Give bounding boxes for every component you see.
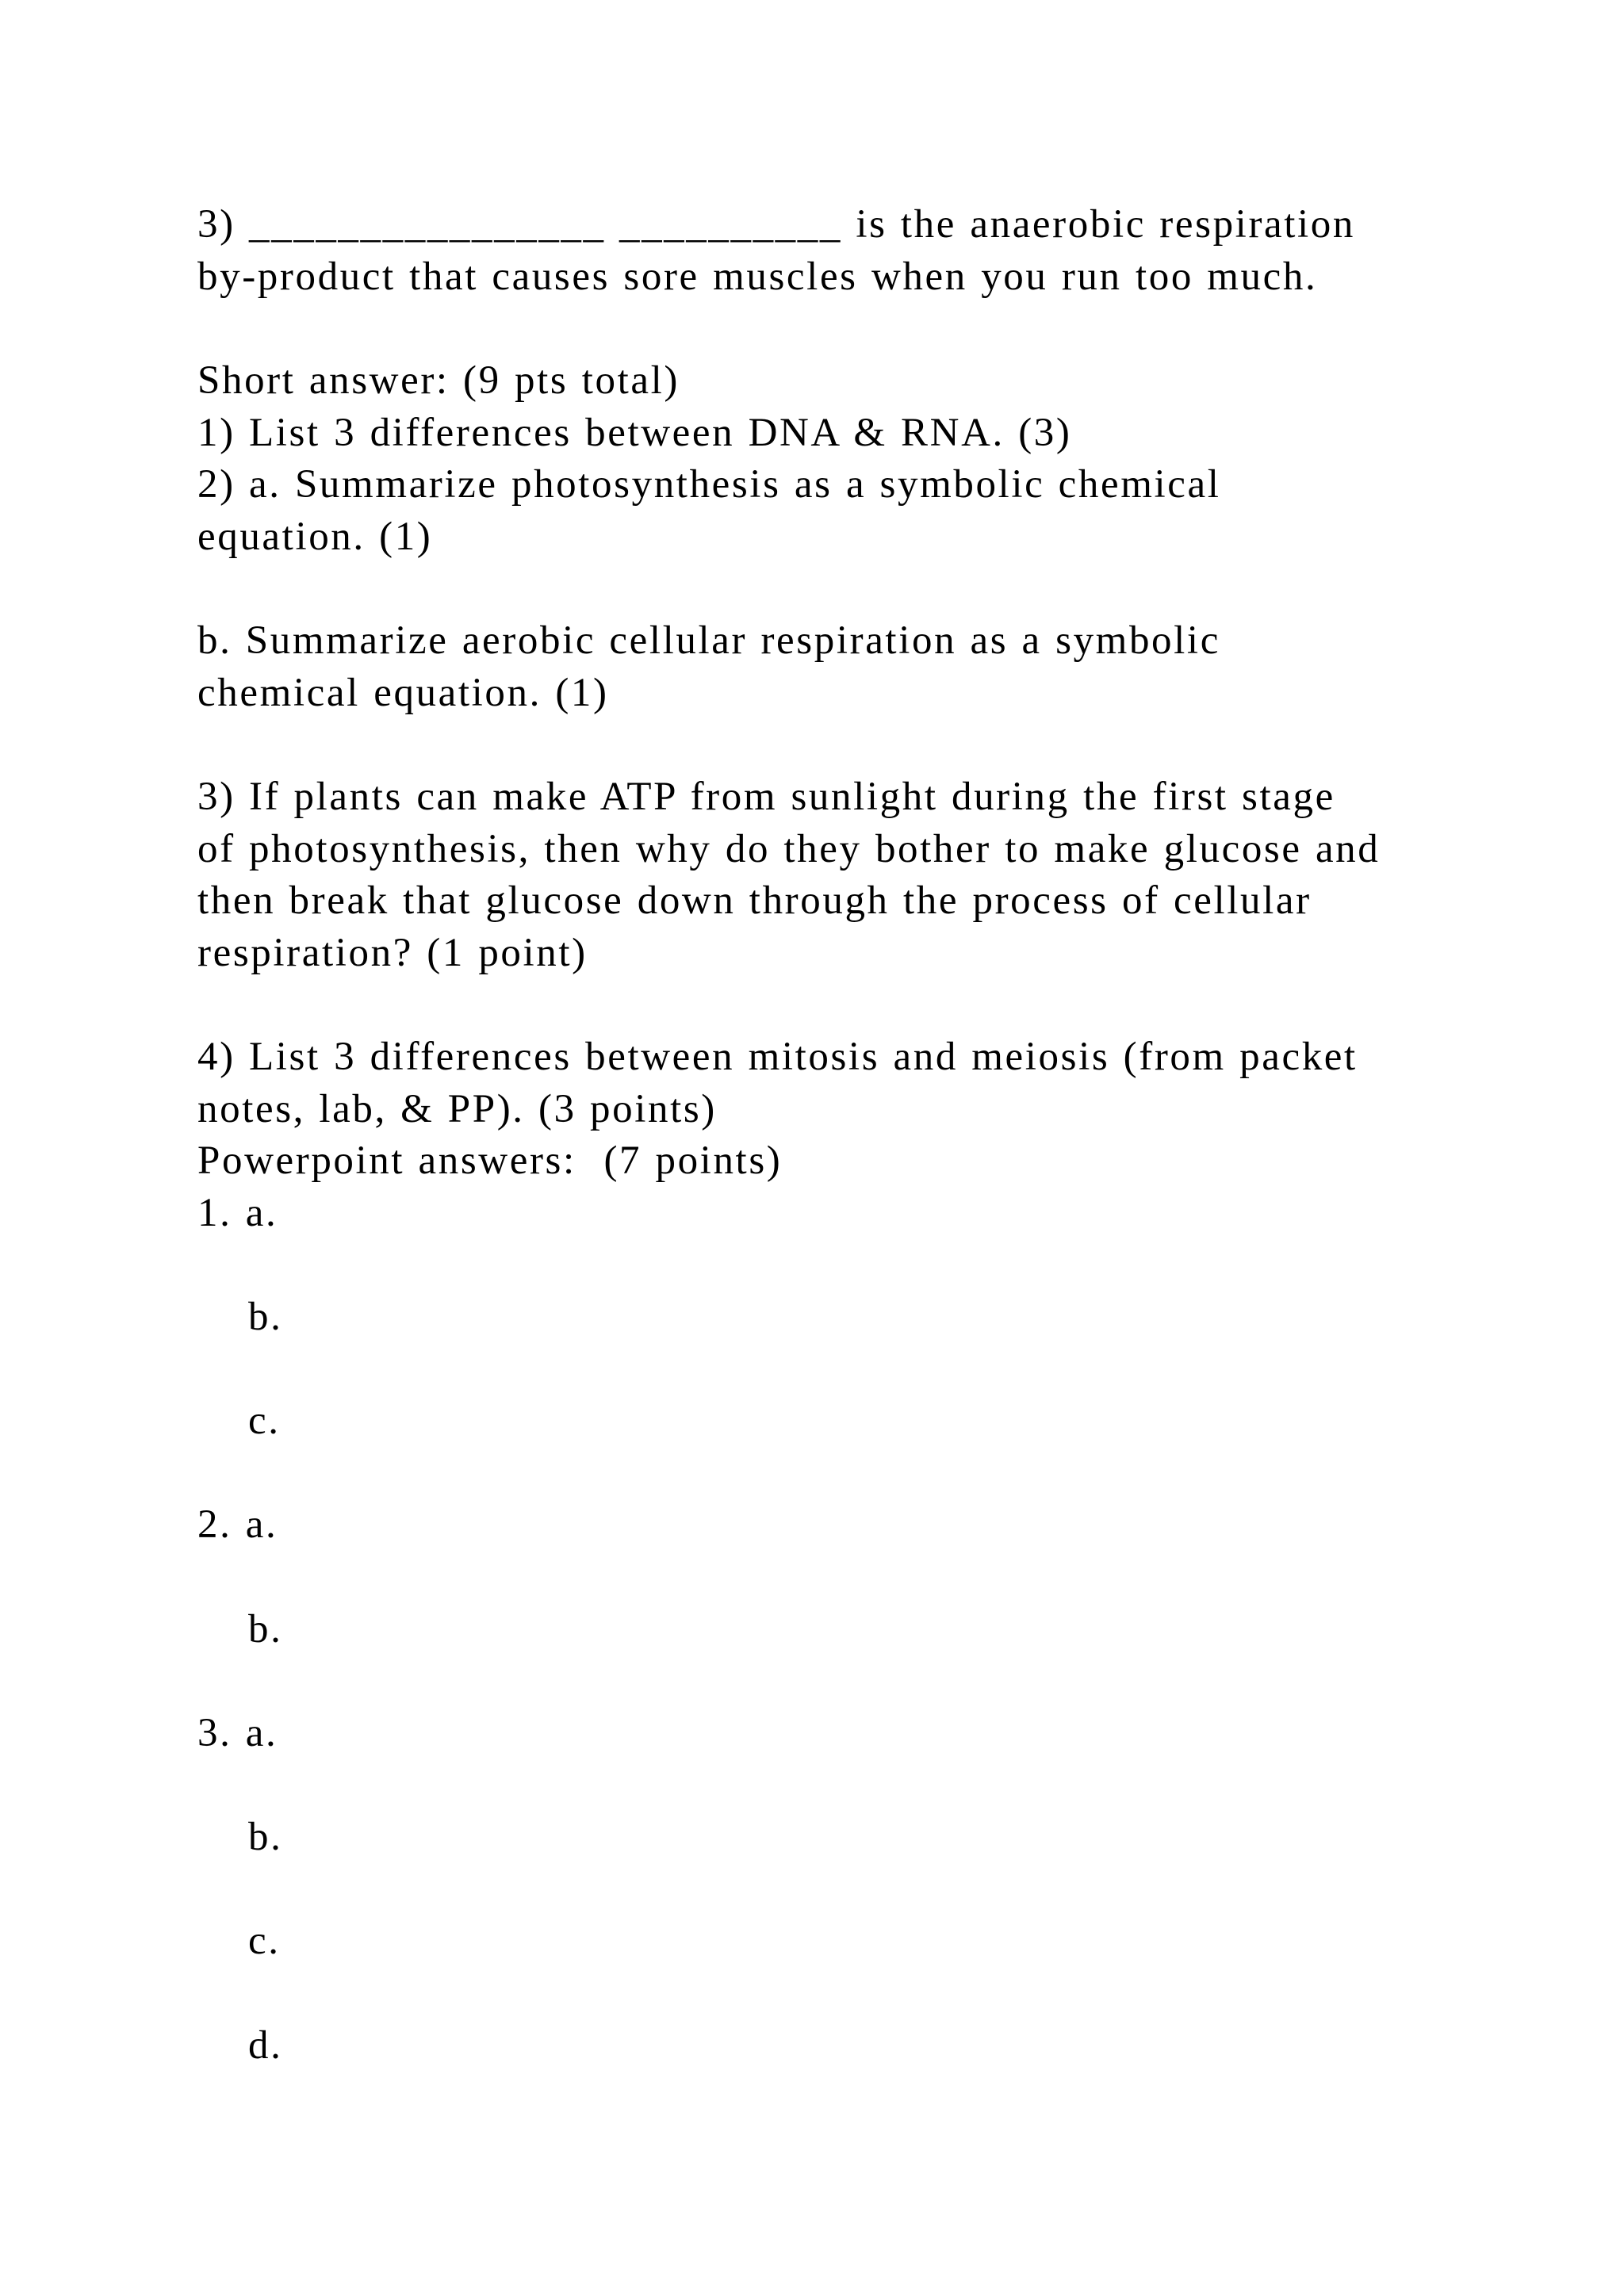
powerpoint-answer-1a: 1. a. — [197, 1191, 278, 1235]
short-answer-question-4-line-2: notes, lab, & PP). (3 points) — [197, 1087, 717, 1131]
powerpoint-answer-1b: b. — [248, 1295, 283, 1339]
fill-in-question-line-1: 3) ________________ __________ is the anaerobic respiration — [197, 202, 1355, 247]
short-answer-question-4-line-1: 4) List 3 differences between mitosis and meiosis (from packet — [197, 1035, 1358, 1079]
powerpoint-answer-3a: 3. a. — [197, 1711, 278, 1755]
short-answer-question-3-line-4: respiration? (1 point) — [197, 931, 588, 975]
short-answer-question-3-line-1: 3) If plants can make ATP from sunlight during the first stage — [197, 775, 1335, 819]
powerpoint-answer-2b: b. — [248, 1607, 283, 1651]
powerpoint-answer-3b: b. — [248, 1815, 283, 1859]
short-answer-question-2b-line-2: chemical equation. (1) — [197, 671, 609, 715]
short-answer-question-1: 1) List 3 differences between DNA & RNA. (3) — [197, 411, 1072, 455]
powerpoint-heading: Powerpoint answers: (7 points) — [197, 1138, 783, 1183]
short-answer-question-3-line-2: of photosynthesis, then why do they bother to make glucose and — [197, 827, 1381, 871]
short-answer-question-2a-line-2: equation. (1) — [197, 515, 433, 559]
powerpoint-answer-3d: d. — [248, 2023, 283, 2068]
short-answer-question-3-line-3: then break that glucose down through the process of cellular — [197, 878, 1312, 923]
powerpoint-answer-2a: 2. a. — [197, 1502, 278, 1547]
short-answer-question-2a-line-1: 2) a. Summarize photosynthesis as a symbolic chemical — [197, 462, 1221, 507]
short-answer-question-2b-line-1: b. Summarize aerobic cellular respiration as a symbolic — [197, 618, 1220, 663]
powerpoint-answer-3c: c. — [248, 1919, 281, 1963]
short-answer-heading: Short answer: (9 pts total) — [197, 358, 680, 403]
powerpoint-answer-1c: c. — [248, 1399, 281, 1443]
fill-in-question-line-2: by-product that causes sore muscles when you run too much. — [197, 254, 1318, 299]
